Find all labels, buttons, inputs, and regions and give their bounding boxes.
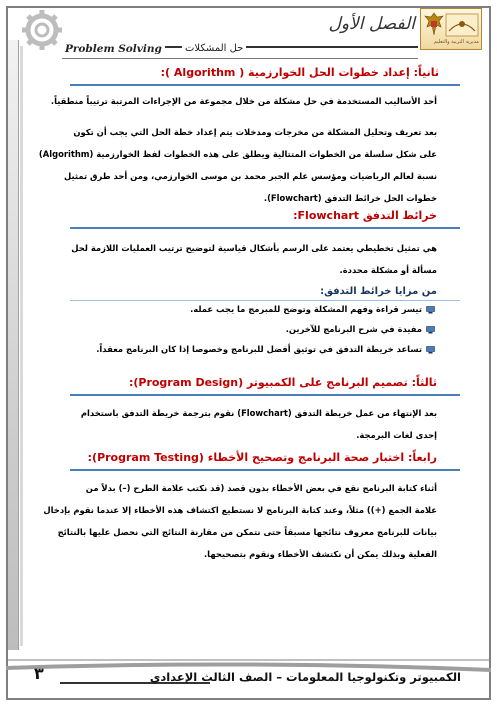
section-title-flowchart: خرائط التدفق Flowchart: (293, 209, 437, 222)
advantage-item-text: تساعد خريطة التدفق في توثيق أفضل للبرنامج وخصوصا إذا كان البرنامج معقداً. (96, 344, 422, 354)
ministry-logo (420, 8, 482, 50)
design-paragraph-line-2: إحدى لغات البرمجة. (356, 430, 437, 440)
flowchart-definition-line-1: هي تمثيل تخطيطي يعتمد على الرسم بأشكال قياسية لتوضيح ترتيب العمليات اللازمة لحل (71, 243, 437, 253)
section-underline (70, 227, 460, 229)
advantage-item (190, 304, 435, 314)
flowchart-definition-line-2: مسألة أو مشكلة محددة. (339, 265, 437, 275)
section-title-algorithm: ثانياً: إعداد خطوات الحل الخوارزمية ( Algorithm ): (160, 66, 439, 79)
computer-bullet-icon (426, 326, 435, 334)
computer-bullet-icon (426, 306, 435, 314)
advantage-item (286, 324, 435, 334)
testing-paragraph-line-4: الفعلية وبذلك يمكن أن نكتشف الأخطاء ونقوم بتصحيحها. (204, 549, 437, 559)
gear-decoration-icon (20, 8, 64, 52)
footer-book-title: الكمبيوتر وتكنولوجيا المعلومات – الصف الثالث الإعدادي (149, 670, 461, 684)
subtitle-english: Problem Solving (62, 43, 165, 55)
algorithm-definition: أحد الأساليب المستخدمة في حل مشكلة من خلال مجموعة من الإجراءات المرتبة ترتيباً منطقياً. (50, 96, 437, 106)
logo-caption: مديرية التربية والتعليم (433, 39, 479, 45)
advantages-title: من مزايا خرائط التدفق: (320, 286, 437, 297)
page-side-stripe-inner (20, 46, 23, 646)
section-title-program-design: ثالثاً: تصميم البرنامج على الكمبيوتر (Program Design): (128, 376, 437, 389)
advantages-underline (70, 300, 460, 301)
eagle-emblem-icon (423, 11, 445, 37)
algorithm-paragraph-line-2: على شكل سلسلة من الخطوات المتتالية ويطلق على هذه الخطوات لفظ الخوارزمية (Algorithm) (38, 149, 437, 159)
advantage-item (96, 344, 435, 354)
section-title-program-testing: رابعاً: اختبار صحة البرنامج وتصحيح الأخطاء (Program Testing): (87, 451, 437, 464)
page-number: ٣ (34, 664, 44, 683)
page-header (0, 0, 497, 62)
section-underline (70, 84, 460, 86)
ministry-seal-icon (445, 13, 479, 37)
design-paragraph-line-1: بعد الإنتهاء من عمل خريطة التدفق (Flowchart) نقوم بترجمة خريطة التدفق باستخدام (80, 408, 437, 418)
computer-bullet-icon (426, 346, 435, 354)
algorithm-paragraph-line-4: خطوات الحل خرائط التدفق (Flowchart). (263, 193, 437, 203)
page-side-stripe (8, 40, 19, 650)
subtitle-arabic: حل المشكلات (182, 43, 246, 54)
chapter-title: الفصل الأول (328, 14, 415, 34)
header-rule-thin (62, 58, 418, 59)
advantage-item-text: مفيدة في شرح البرنامج للآخرين. (285, 324, 422, 334)
testing-paragraph-line-2: علامة الجمع (+)) مثلاً، وعند كتابة البرنامج لا نستطيع اكتشاف هذه الأخطاء إلا عندما نقوم بإدخال (43, 505, 437, 515)
section-underline (70, 394, 460, 396)
algorithm-paragraph-line-1: بعد تعريف وتحليل المشكلة من مخرجات ومدخلات يتم إعداد خطة الحل التي يجب أن تكون (73, 127, 437, 137)
advantage-item-text: تيسر قراءة وفهم المشكلة وتوضح للمبرمج ما يجب عمله. (190, 304, 422, 314)
testing-paragraph-line-3: بيانات للبرنامج معروف نتائجها مسبقاً حتى نتمكن من مقارنة النتائج التي نحصل عليها بالنتائج (57, 527, 437, 537)
testing-paragraph-line-1: أثناء كتابة البرنامج نقع في بعض الأخطاء بدون قصد (قد نكتب علامة الطرح (–) بدلاً من (85, 483, 437, 493)
algorithm-paragraph-line-3: نسبة لعالم الرياضيات ومؤسس علم الجبر محمد بن موسى الخوارزمي، ومن أحد طرق تمثيل (64, 171, 437, 181)
page-footer (6, 658, 491, 698)
section-underline (70, 469, 460, 471)
